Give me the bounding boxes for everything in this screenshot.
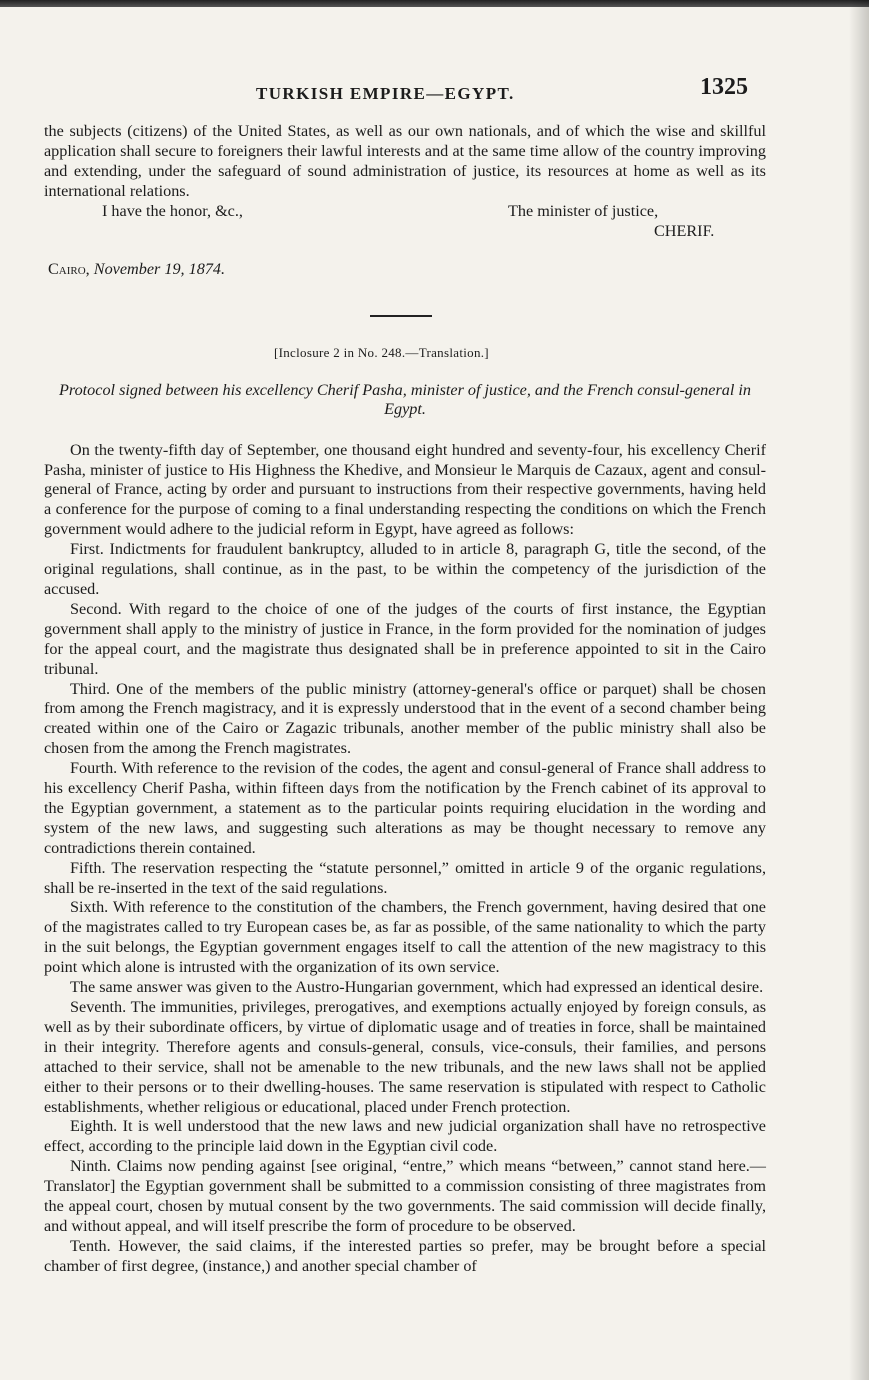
letter-closing-block: [44, 202, 766, 242]
protocol-paragraph: Fifth. The reservation respecting the “statute personnel,” omitted in article 9 of the organic regulations, shall be re-inserted in the text of the said regulations.: [44, 858, 766, 897]
scan-page-edge-shadow: [849, 0, 869, 1380]
running-title: TURKISH EMPIRE—EGYPT.: [256, 84, 515, 103]
letter-continuation: the subjects (citizens) of the United States, as well as our own nationals, and of which the wise and skillful application shall secure to foreigners their lawful interests and at the same time allow of the country improving and extending, under the safeguard of sound administration of justice, its resources at home as well as its international relations.: [44, 122, 766, 200]
protocol-paragraph: Seventh. The immunities, privileges, prerogatives, and exemptions actually enjoyed by foreign consuls, as well as by their subordinate officers, by virtue of diplomatic usage and of treaties in force, shall be maintained in their integrity. Therefore agents and consuls-general, consuls, vice-consuls, their families, and persons attached to their service, shall not be amenable to the new tribunals, and the new laws shall not be applied either to their persons or to their dwelling-houses. The same reservation is stipulated with respect to Catholic establishments, whether religious or educational, placed under French protection.: [44, 998, 766, 1116]
document-page: [44, 74, 766, 1277]
protocol-paragraph: Third. One of the members of the public ministry (attorney-general's office or parquet) shall be chosen from among the French magistracy, and it is expressly understood that in the event of a second chamber being created within one of the Cairo or Zagazic tribunals, another member of the public ministry shall also be chosen from the among the French magistrates.: [44, 679, 766, 758]
date: November 19, 1874.: [93, 259, 226, 278]
protocol-paragraph: Second. With regard to the choice of one of the judges of the courts of first instance, the Egyptian government shall apply to the ministry of justice in France, in the form provided for the nomination of judges for the appeal court, and the magistrate thus designated shall be in preference appointed to sit in the Cairo tribunal.: [44, 599, 766, 678]
protocol-body: [44, 441, 766, 1277]
section-divider: [370, 315, 432, 317]
signatory-name: CHERIF.: [654, 221, 715, 240]
protocol-paragraph: Eighth. It is well understood that the new laws and new judicial organization shall have no retrospective effect, according to the principle laid down in the Egyptian civil code.: [44, 1117, 766, 1156]
enclosure-label: [Inclosure 2 in No. 248.—Translation.]: [274, 344, 489, 360]
protocol-paragraph: Fourth. With reference to the revision of the codes, the agent and consul-general of France shall address to his excellency Cherif Pasha, within fifteen days from the notification by the French cabinet of its approval to the Egyptian government, a statement as to the particular points requiring elucidation in the wording and system of the new laws, and suggesting such alterations as may be thought necessary to remove any contradictions therein contained.: [44, 759, 766, 857]
scan-top-border: [0, 0, 869, 7]
protocol-paragraph: First. Indictments for fraudulent bankruptcy, alluded to in article 8, paragraph G, title the second, of the original regulations, shall continue, as in the past, to be within the competency of the jurisdiction of the accused.: [44, 540, 766, 598]
place-and-date: [48, 260, 766, 279]
protocol-paragraph: Sixth. With reference to the constitution of the chambers, the French government, having desired that one of the magistrates called to try European cases be, as far as possible, of the same nationality to which the party in the suit belongs, the Egyptian government engages itself to call the attention of the new magistracy to this point which alone is intrusted with the organization of its own service.: [44, 898, 766, 977]
page-number: 1325: [700, 74, 748, 100]
complimentary-close: I have the honor, &c.,: [102, 201, 243, 220]
protocol-paragraph: The same answer was given to the Austro-Hungarian government, which had expressed an identical desire.: [70, 978, 764, 997]
protocol-title: Protocol signed between his excellency Cherif Pasha, minister of justice, and the French consul-general in Egypt.: [58, 380, 751, 418]
running-head: [44, 74, 766, 114]
protocol-paragraph: On the twenty-fifth day of September, one thousand eight hundred and seventy-four, his excellency Cherif Pasha, minister of justice to His Highness the Khedive, and Monsieur le Marquis de Cazaux, agent and consul-general of France, acting by order and pursuant to instructions from their respective governments, having held a conference for the purpose of coming to a final understanding respecting the conditions on which the French government would adhere to the judicial reform in Egypt, have agreed as follows:: [44, 440, 766, 539]
protocol-paragraph: Ninth. Claims now pending against [see original, “entre,” which means “between,” cannot stand here.—Translator] the Egyptian government shall be submitted to a commission consisting of three magistrates from the appeal court, chosen by mutual consent by the two governments. The said commission will decide finally, and without appeal, and will itself prescribe the form of procedure to be observed.: [44, 1157, 766, 1235]
place: Cairo,: [48, 259, 90, 278]
protocol-paragraph: Tenth. However, the said claims, if the interested parties so prefer, may be brought before a special chamber of first degree, (instance,) and another special chamber of: [44, 1236, 766, 1275]
signatory-title: The minister of justice,: [508, 201, 659, 220]
